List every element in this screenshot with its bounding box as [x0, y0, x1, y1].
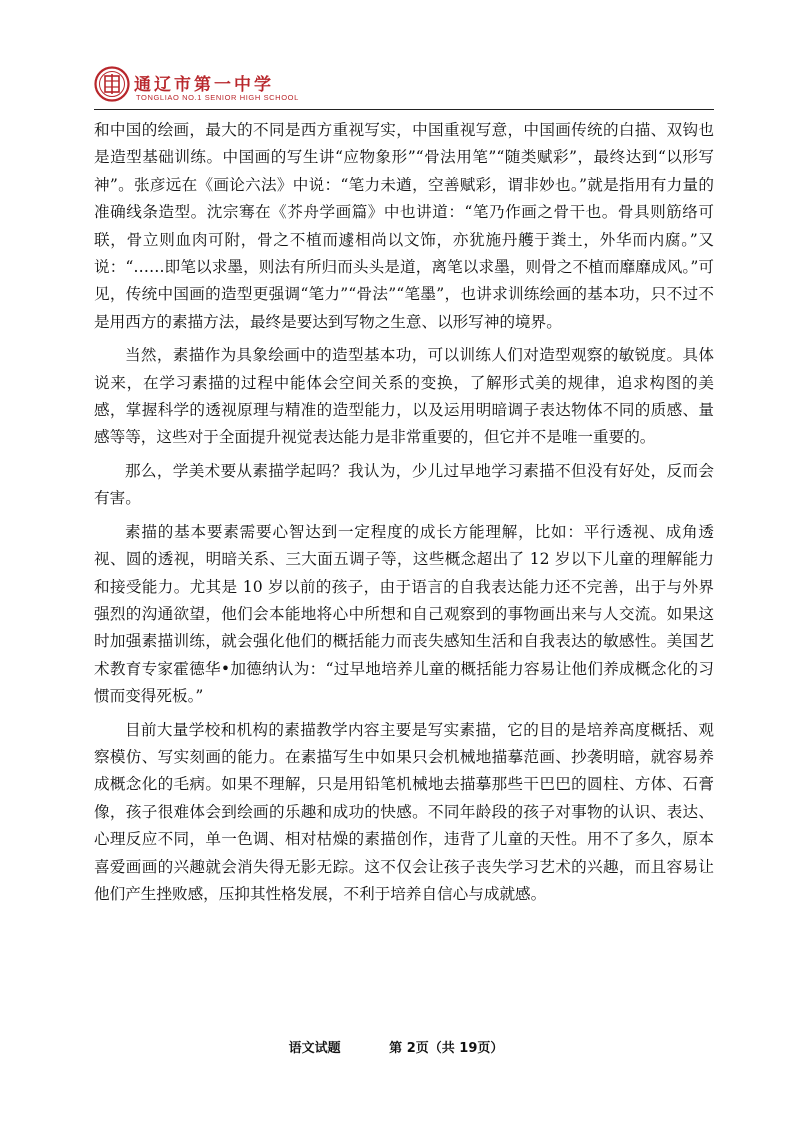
paragraph-4: 素描的基本要素需要心智达到一定程度的成长方能理解，比如：平行透视、成角透视、圆的透视，明暗关系、三大面五调子等，这些概念超出了 12 岁以下儿童的理解能力和接受能力。尤其是 10 岁以前的孩子，由于语言的自我表达能力还不完善，出于与外界强烈的沟通欲望，他们会本能地将心中所想和自己观察到的事物画出来与人交流。如果这时加强素描训练，就会强化他们的概括能力而丧失感知生活和自我表达的敏感性。美国艺术教育专家霍德华•加德纳认为：“过早地培养儿童的概括能力容易让他们养成概念化的习惯而变得死板。”: [94, 522, 714, 706]
article-body: [94, 117, 714, 908]
paragraph-3: 那么，学美术要从素描学起吗？我认为，少儿过早地学习素描不但没有好处，反而会有害。: [94, 461, 714, 508]
page-header: [94, 66, 714, 106]
school-logo-icon: [94, 66, 130, 106]
footer-subject: 语文试题: [288, 1041, 341, 1056]
page-footer: [0, 1037, 792, 1056]
header-divider: [94, 109, 714, 110]
paragraph-1: 和中国的绘画，最大的不同是西方重视写实，中国重视写意，中国画传统的白描、双钩也是造型基础训练。中国画的写生讲“应物象形”“骨法用笔”“随类赋彩”，最终达到“以形写神”。张彦远在《画论六法》中说：“笔力未遒，空善赋彩，谓非妙也。”就是指用有力量的准确线条造型。沈宗骞在《芥舟学画篇》中也讲道：“笔乃作画之骨干也。骨具则筋络可联，骨立则血肉可附，骨之不植而遽相尚以文饰，亦犹施丹艧于粪土，外华而内腐。”又说：“……即笔以求墨，则法有所归而头头是道，离笔以求墨，则骨之不植而靡靡成风。”可见，传统中国画的造型更强调“笔力”“骨法”“笔墨”，也讲求训练绘画的基本功，只不过不是用西方的素描方法，最终是要达到写物之生意、以形写神的境界。: [94, 121, 714, 331]
school-name: 通辽市第一中学: [134, 75, 274, 95]
footer-page-number: 第 2页（共 19页）: [389, 1041, 504, 1056]
paragraph-5: 目前大量学校和机构的素描教学内容主要是写实素描，它的目的是培养高度概括、观察模仿、写实刻画的能力。在素描写生中如果只会机械地描摹范画、抄袭明暗，就容易养成概念化的毛病。如果不理解，只是用铅笔机械地去描摹那些干巴巴的圆柱、方体、石膏像，孩子很难体会到绘画的乐趣和成功的快感。不同年龄段的孩子对事物的认识、表达、心理反应不同，单一色调、相对枯燥的素描创作，违背了儿童的天性。用不了多久，原本喜爱画画的兴趣就会消失得无影无踪。这不仅会让孩子丧失学习艺术的兴趣，而且容易让他们产生挫败感，压抑其性格发展，不利于培养自信心与成就感。: [94, 720, 714, 903]
paragraph-2: 当然，素描作为具象绘画中的造型基本功，可以训练人们对造型观察的敏锐度。具体说来，在学习素描的过程中能体会空间关系的变换，了解形式美的规律，追求构图的美感，掌握科学的透视原理与精准的造型能力，以及运用明暗调子表达物体不同的质感、量感等等，这些对于全面提升视觉表达能力是非常重要的，但它并不是唯一重要的。: [94, 346, 714, 447]
school-name-english: TONGLIAO NO.1 SENIOR HIGH SCHOOL: [136, 93, 299, 102]
